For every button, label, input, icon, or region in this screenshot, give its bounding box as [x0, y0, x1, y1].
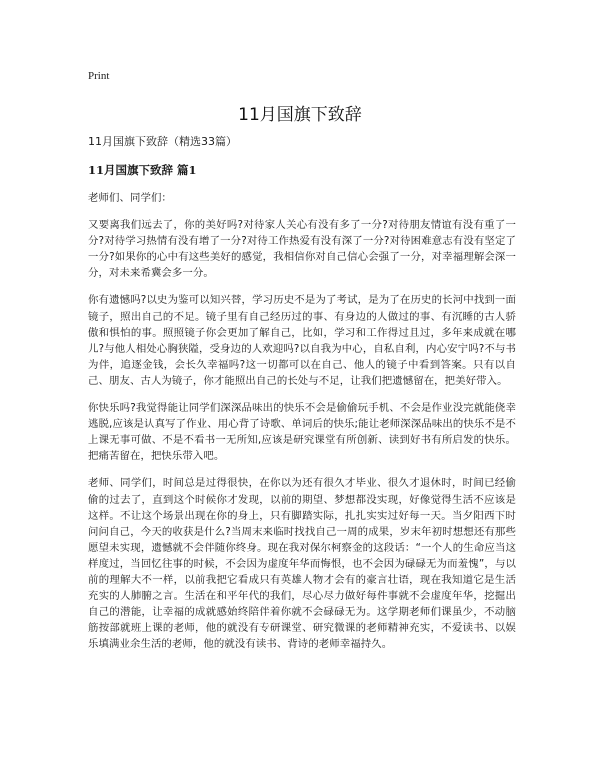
print-link[interactable]: Print	[88, 70, 110, 82]
paragraph-salutation: 老师们、同学们：	[88, 192, 172, 204]
paragraph: 老师、同学们，时间总是过得很快，在你以为还有很久才毕业、很久才退休时，时间已经偷偷的过去了，直到这个时候你才发现，以前的期望、梦想都没实现，好像觉得生活不应该是这样。不让这个场景出现在你的身上，只有脚踏实际，扎扎实实过好每一天。当夕阳西下时问问自己，今天的收获是什么?当周末来临时找找自己一周的成果，岁末年初时想想还有那些愿望未实现，遗憾就不会伴随你终身。现在我对保尔柯察金的这段话：“一个人的生命应当这样度过，当回忆往事的时候，不会因为虚度年华而悔恨，也不会因为碌碌无为而羞愧”，与以前的理解大不一样，以前我把它看成只有英雄人物才会有的豪言壮语，现在我知道它是生活充实的人肺腑之言。生活在和平年代的我们，尽心尽力做好每件事就不会虚度年华，挖掘出自己的潜能，让幸福的成就感始终陪伴着你就不会碌碌无为。这学期老师们课虽少，不动脑筋按部就班上课的老师，他的就没有专研课堂、研究微课的老师精神充实，不爱读书、以娱乐填满业余生活的老师，他的就没有读书、背诗的老师幸福持久。	[88, 477, 516, 651]
paragraph: 你快乐吗?我觉得能让同学们深深品味出的快乐不会是偷偷玩手机、不会是作业没完就能侥幸逃脱,应该是认真写了作业、用心背了诗歌、单词后的快乐;能让老师深深品味出的快乐不是不上课无事可做、不是不看书一无所知,应该是研究课堂有所创新、读到好书有所启发的快乐。把痛苦留在，把快乐带入吧。	[88, 402, 516, 463]
paragraph: 又要离我们远去了，你的美好吗?对待家人关心有没有多了一分?对待朋友情谊有没有重了一分?对待学习热情有没有增了一分?对待工作热爱有没有深了一分?对待困难意志有没有坚定了一分?如果你的心中有这些美好的感觉，我相信你对自己信心会强了一分，对幸福理解会深一分，对未来希冀会多一分。	[88, 219, 516, 280]
document-title: 11月国旗下致辞	[238, 105, 362, 125]
document-body	[88, 134, 516, 663]
document-subtitle: 11月国旗下致辞（精选33篇）	[88, 135, 237, 148]
paragraph: 你有遗憾吗?以史为鉴可以知兴替，学习历史不是为了考试，是为了在历史的长河中找到一面镜子，照出自己的不足。镜子里有自己经历过的事、有身边的人做过的事、有沉睡的古人骄傲和惧怕的事。照照镜子你会更加了解自己，比如，学习和工作得过且过，多年来成就在哪儿?与他人相处心胸狭隘，受身边的人欢迎吗?以自我为中心，自私自利，内心安宁吗?不与书为伴，追逐金钱，会长久幸福吗?这一切都可以在自己、他人的镜子中看到答案。只有以自己、朋友、古人为镜子，你才能照出自己的长处与不足，让我们把遗憾留在，把美好带入。	[88, 294, 516, 387]
section-heading: 11月国旗下致辞 篇1	[88, 163, 197, 177]
